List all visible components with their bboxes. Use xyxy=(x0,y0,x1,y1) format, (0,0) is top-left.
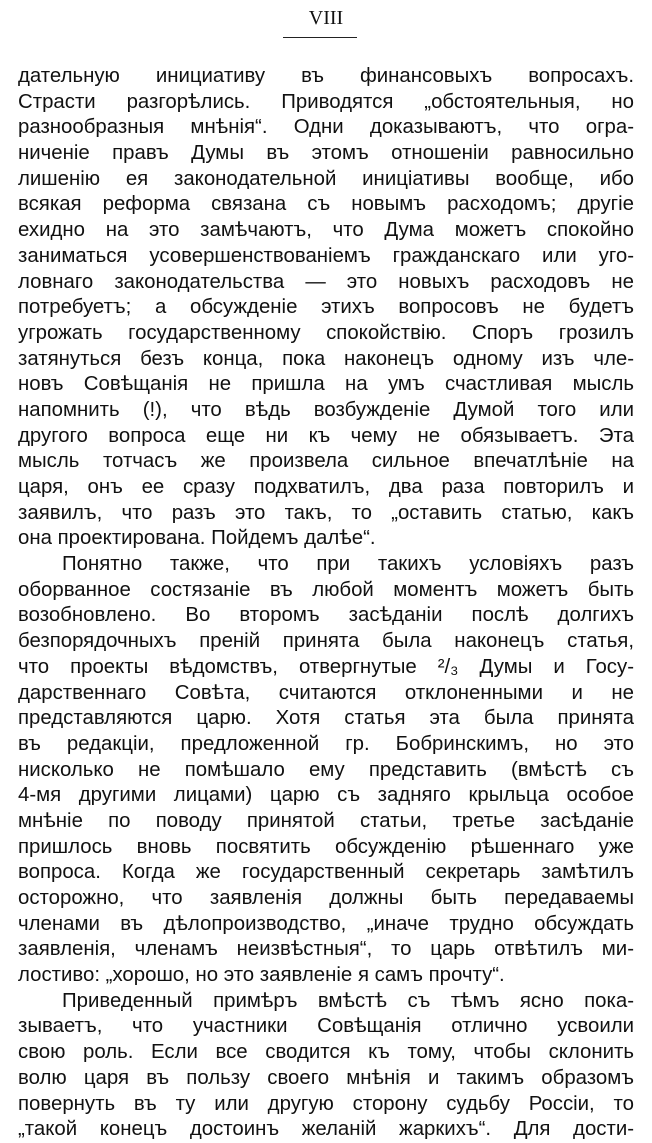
text-line: угрожать государственному спокойствію. Споръ грозилъ xyxy=(18,321,634,344)
text-line: дательную инициативу въ финансовыхъ вопросахъ. xyxy=(18,65,634,87)
text-line: разнообразныя мнѣнія“. Одни доказываютъ, что огра- xyxy=(18,116,634,139)
text-line: осторожно, что заявленія должны быть передаваемы xyxy=(18,887,634,909)
text-line: мысль тотчасъ же произвела сильное впечатлѣніе на xyxy=(18,450,634,473)
header-rule xyxy=(283,37,357,38)
text-line: потребуетъ; а обсужденіе этихъ вопросовъ не будетъ xyxy=(18,296,634,319)
page-number: VIII xyxy=(308,7,344,29)
text-line: пришлось вновь посвятить обсужденію рѣшеннаго уже xyxy=(18,835,634,858)
text-line: мнѣніе по поводу принятой статьи, третье засѣданіе xyxy=(18,809,634,832)
text-line: новъ Совѣщанія не пришла на умъ счастливая мысль xyxy=(18,373,634,396)
text-line: ехидно на это замѣчаютъ, что Дума можетъ спокойно xyxy=(18,219,634,242)
text-line: Страсти разгорѣлись. Приводятся „обстоятельныя, но xyxy=(18,90,634,113)
text-line: безпорядочныхъ преній принята была наконецъ статья, xyxy=(18,630,634,653)
text-line: членами въ дѣлопроизводство, „иначе трудно обсуждать xyxy=(18,912,634,935)
text-line: всякая реформа связана съ новымъ расходомъ; другіе xyxy=(18,193,634,216)
text-line: она проектирована. Пойдемъ далѣе“. xyxy=(18,527,376,550)
text-line: ловнаго законодательства — это новыхъ расходовъ не xyxy=(18,270,634,293)
text-line: царя, онъ ее сразу подхватилъ, два раза повторилъ и xyxy=(18,476,634,498)
text-line: Приведенный примѣръ вмѣстѣ съ тѣмъ ясно пока- xyxy=(62,989,634,1012)
text-line: лишенію ея законодательной иниціативы вообще, ибо xyxy=(18,167,634,190)
text-line: нисколько не помѣшало ему представить (вмѣстѣ съ xyxy=(18,758,634,781)
text-line: повернуть въ ту или другую сторону судьбу Россіи, то xyxy=(18,1092,634,1115)
text-line: что проекты вѣдомствъ, отвергнутые ²/₃ Думы и Госу- xyxy=(18,655,634,678)
text-line: заниматься усовершенствованіемъ гражданскаго или уго- xyxy=(18,244,634,267)
text-line: возобновлено. Во второмъ засѣданіи послѣ долгихъ xyxy=(18,604,634,627)
text-line: волю царя въ пользу своего мнѣнія и такимъ образомъ xyxy=(18,1066,634,1089)
text-line: „такой конецъ достоинъ желаній жаркихъ“. Для дости- xyxy=(18,1118,634,1141)
text-line: оборванное состязаніе въ любой моментъ можетъ быть xyxy=(18,578,634,601)
text-line: заявилъ, что разъ это такъ, то „оставить статью, какъ xyxy=(18,501,634,524)
text-line: дарственнаго Совѣта, считаются отклоненными и не xyxy=(18,681,634,704)
text-line: зываетъ, что участники Совѣщанія отлично усвоили xyxy=(18,1015,634,1038)
text-line: ниченіе правъ Думы въ этомъ отношеніи равносильно xyxy=(18,142,634,165)
text-line: заявленія, членамъ неизвѣстныя“, то царь отвѣтилъ ми- xyxy=(18,938,634,961)
text-line: 4-мя другими лицами) царю съ задняго крыльца особое xyxy=(18,784,634,807)
text-line: вопроса. Когда же государственный секретарь замѣтилъ xyxy=(18,861,634,884)
text-line: напомнить (!), что вѣдь возбужденіе Думой того или xyxy=(18,398,634,421)
text-line: затянуться безъ конца, пока наконецъ одному изъ чле- xyxy=(18,347,634,370)
text-line: Понятно также, что при такихъ условіяхъ разъ xyxy=(62,553,634,576)
text-line: представляются царю. Хотя статья эта была принята xyxy=(18,707,634,730)
body-text xyxy=(18,64,634,1143)
text-line: лостиво: „хорошо, но это заявленіе я самъ прочту“. xyxy=(18,964,505,987)
text-line: свою роль. Если все сводится къ тому, чтобы склонить xyxy=(18,1041,634,1064)
text-line: другого вопроса еще ни къ чему не обязываетъ. Эта xyxy=(18,424,634,447)
text-line: въ редакціи, предложенной гр. Бобринскимъ, но это xyxy=(18,732,634,755)
